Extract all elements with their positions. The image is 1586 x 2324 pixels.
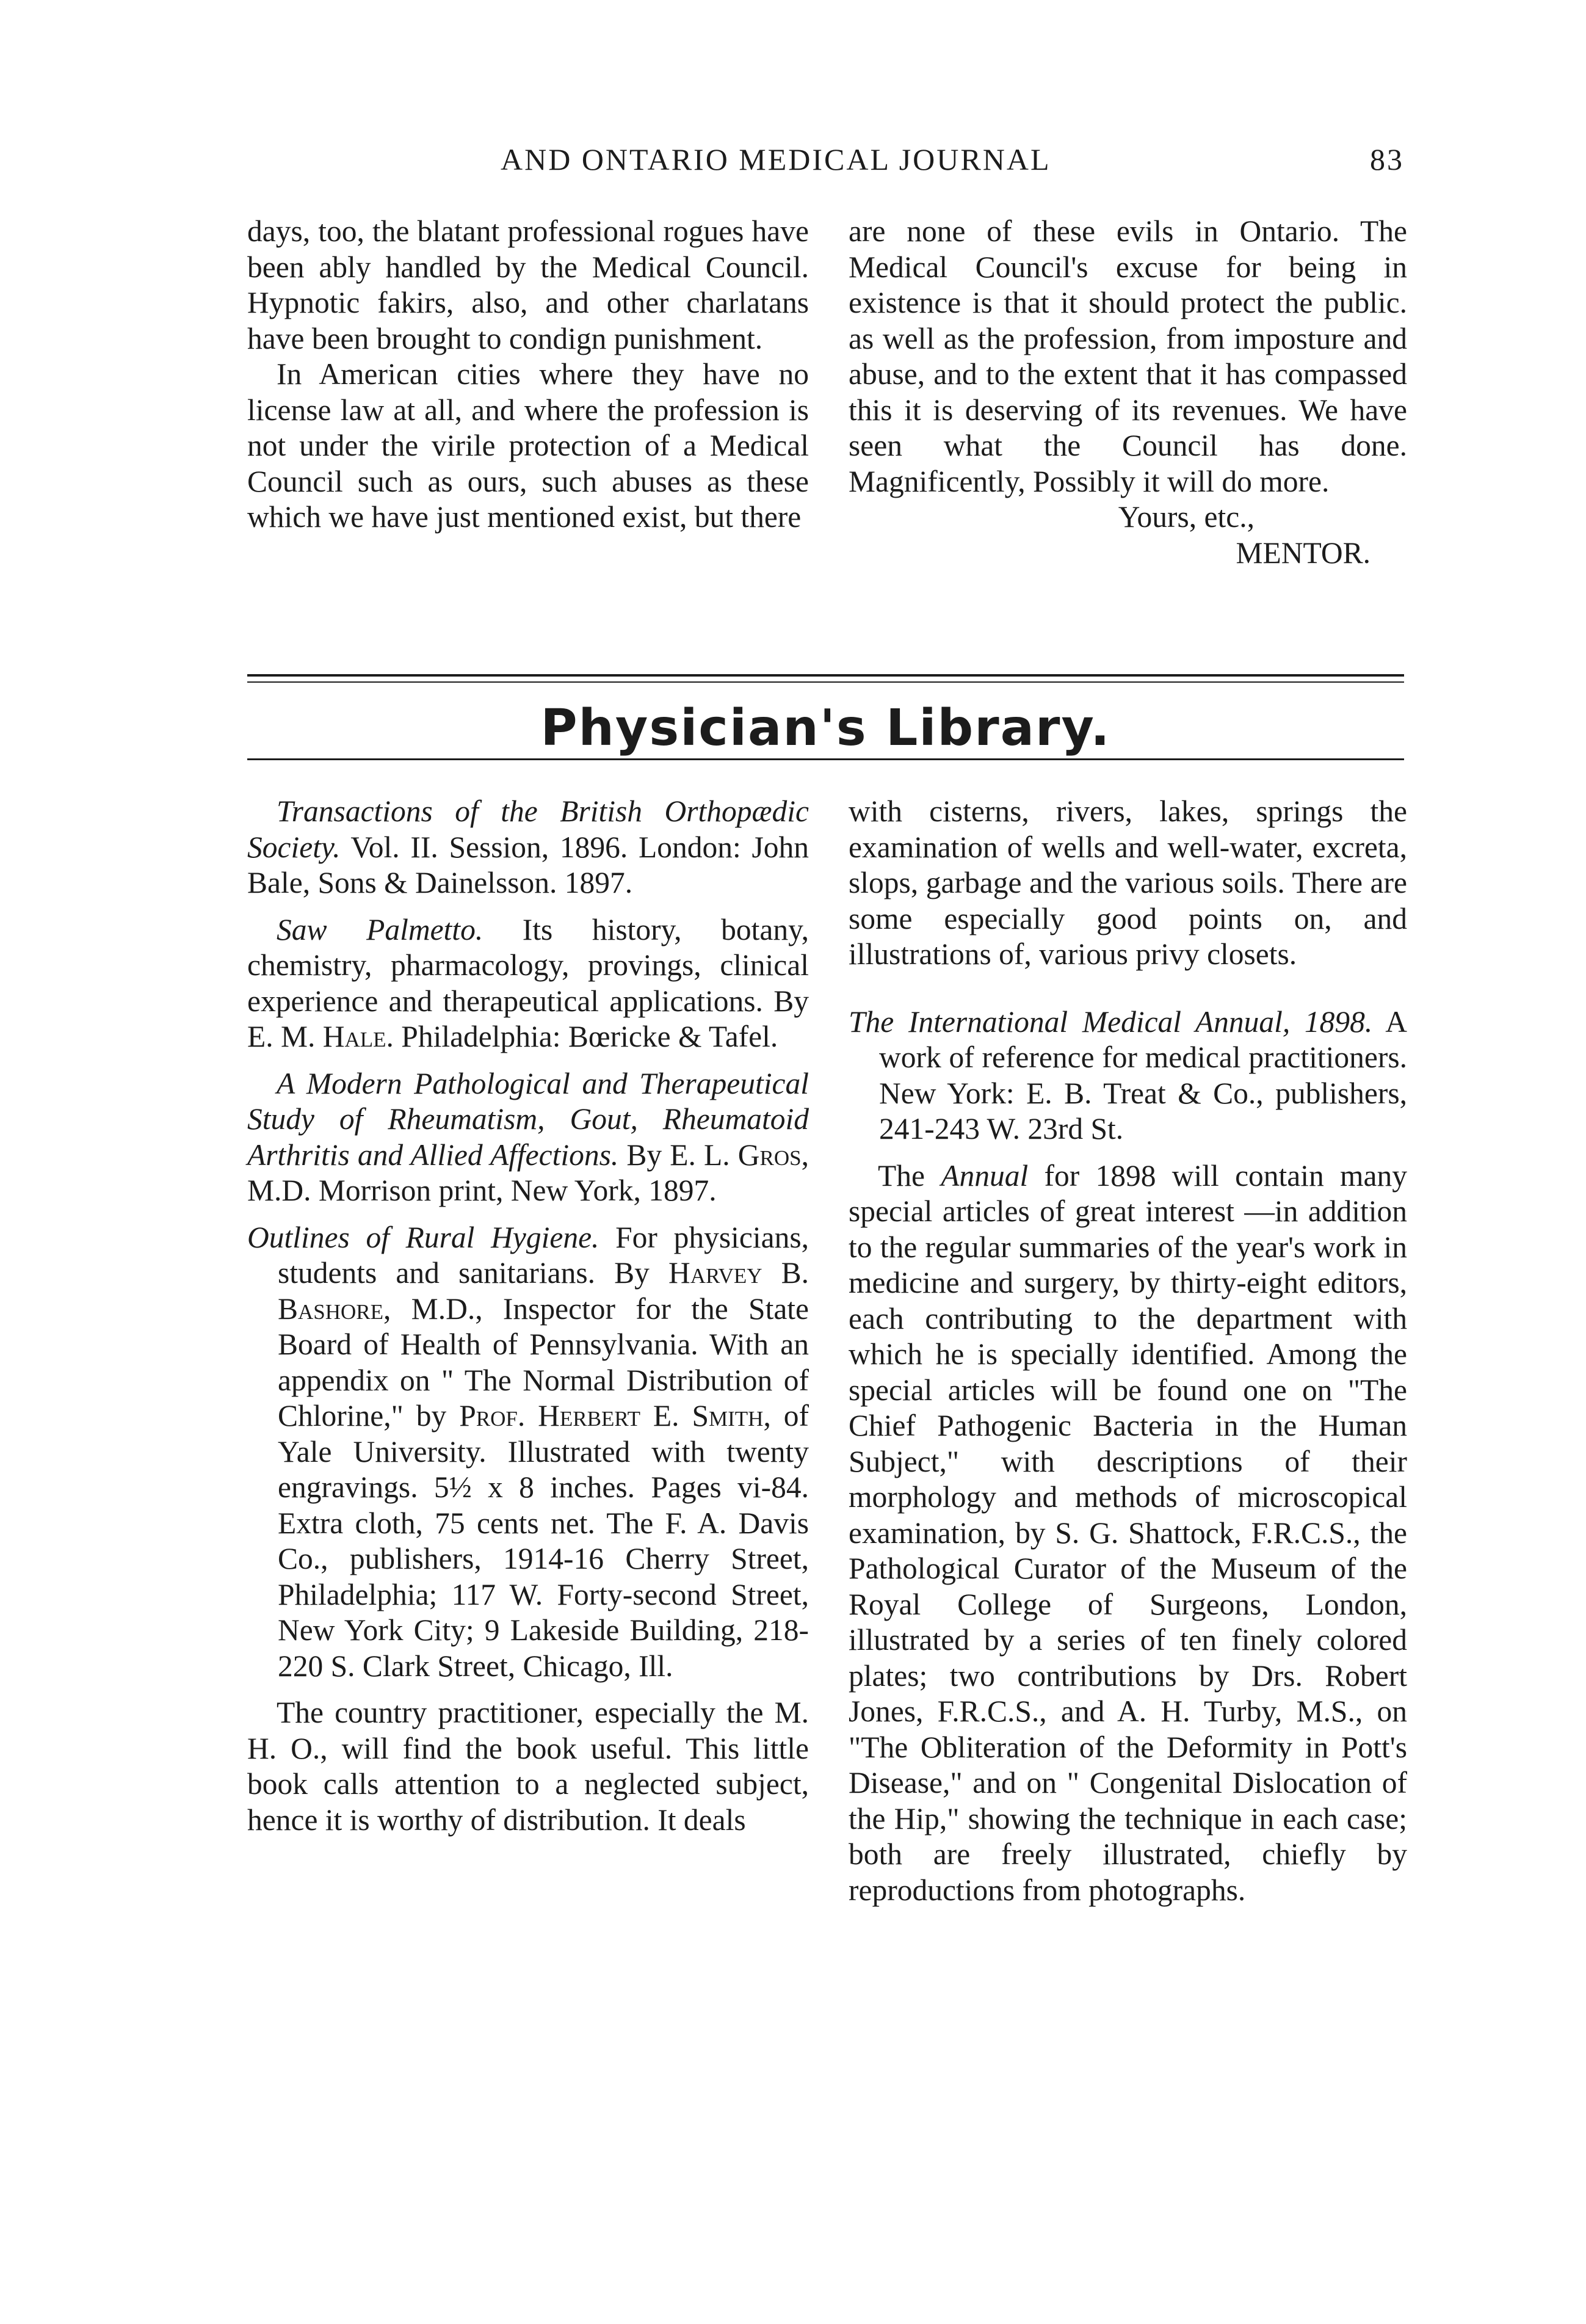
book-title: Annual	[941, 1158, 1029, 1193]
paragraph: days, too, the blatant professional rogues have been ably handled by the Medical Council. Hypnotic fakirs, also, and other charlatans have been brought to condign punishment.	[247, 214, 809, 355]
section-title: Physician's Library.	[540, 699, 1111, 757]
library-left-column	[247, 794, 809, 1838]
book-title: Outlines of Rural Hygiene.	[247, 1220, 599, 1254]
review-entry: Saw Palmetto. Its history, botany, chemistry, pharmacology, provings, clinical experience and therapeutical applications. By E. M. Hale. Philadelphia: Bœricke & Tafel.	[247, 912, 809, 1053]
book-author: Prof. Herbert E. Smith,	[459, 1399, 771, 1433]
paragraph: are none of these evils in Ontario. The Medical Council's excuse for being in existence is that it should protect the public. as well as the profession, from imposture and abuse, and to the extent that it has compassed this it is deserving of its revenues. We have seen what the Council has done. Magnificently, Possibly it will do more.	[849, 214, 1407, 498]
book-title: A Modern Pathological and Therapeutical Study of Rheumatism, Gout, Rheumatoid Arthritis and Allied Affections.	[247, 1066, 809, 1172]
page-number: 83	[1370, 142, 1404, 176]
book-title: Transactions of the British Orthopædic Society.	[247, 794, 809, 864]
top-right-column	[849, 214, 1407, 571]
section-underline	[247, 758, 1404, 760]
paragraph: In American cities where they have no license law at all, and where the profession is not under the virile protection of a Medical Council such as ours, such abuses as these which we have just mentioned exist, but there	[247, 357, 809, 534]
paragraph: The Annual for 1898 will contain many special articles of great interest —in addition to the regular summaries of the year's work in medicine and surgery, by thirty-eight editors, each contributing to the department with which he is specially identified. Among the special articles will be found one on "The Chief Pathogenic Bacteria in the Human Subject," with descriptions of their morphology and methods of microscopical examination, by S. G. Shattock, F.R.C.S., the Pathological Curator of the Museum of the Royal College of Surgeons, London, illustrated by a series of ten finely colored plates; two contributions by Drs. Robert Jones, F.R.C.S., and A. H. Turby, M.S., on "The Obliteration of the Deformity in Pott's Disease," and on " Congenital Dislocation of the Hip," showing the technique in each case; both are freely illustrated, chiefly by reproductions from photographs.	[849, 1158, 1408, 1907]
running-head	[244, 142, 1404, 177]
review-entry: A Modern Pathological and Therapeutical Study of Rheumatism, Gout, Rheumatoid Arthritis and Allied Affections. By E. L. Gros, M.D. Morrison print, New York, 1897.	[247, 1066, 809, 1207]
double-rule-bottom	[247, 681, 1404, 683]
letter-closing: Yours, etc.,	[1118, 500, 1255, 534]
review-entry: Outlines of Rural Hygiene. For physicians, students and sanitarians. By Harvey B. Bashore, M.D., Inspector for the State Board of Health of Pennsylvania. With an appendix on " The Normal Distribution of Chlorine," by Prof. Herbert E. Smith, of Yale University. Illustrated with twenty engravings. 5½ x 8 inches. Pages vi-84. Extra cloth, 75 cents net. The F. A. Davis Co., publishers, 1914-16 Cherry Street, Philadelphia; 117 W. Forty-second Street, New York City; 9 Lakeside Building, 218-220 S. Clark Street, Chicago, Ill.	[247, 1220, 809, 1683]
running-title: AND ONTARIO MEDICAL JOURNAL	[501, 142, 1051, 176]
library-right-column	[849, 794, 1407, 1908]
letter-signature: MENTOR.	[1236, 536, 1371, 570]
double-rule-top	[247, 674, 1404, 677]
book-author: E. M. Hale.	[247, 1020, 394, 1053]
paragraph: The country practitioner, especially the M. H. O., will find the book useful. This little book calls attention to a neglected subject, hence it is worthy of distribution. It deals	[247, 1696, 809, 1837]
book-author: Harvey B. Bashore, M.D.,	[278, 1256, 809, 1326]
book-title: Saw Palmetto.	[277, 912, 483, 946]
book-title: The International Medical Annual, 1898.	[849, 1004, 1373, 1039]
review-entry: The International Medical Annual, 1898. A work of reference for medical practitioners. New York: E. B. Treat & Co., publishers, 241-243 W. 23rd St.	[849, 1004, 1407, 1146]
paragraph: with cisterns, rivers, lakes, springs the examination of wells and well-water, excreta, slops, garbage and the various soils. There are some especially good points on, and illustrations of, various privy closets.	[849, 794, 1407, 971]
book-author: E. L. Gros, M.D.	[247, 1138, 809, 1207]
top-left-column	[247, 214, 809, 536]
review-entry: Transactions of the British Orthopædic Society. Vol. II. Session, 1896. London: John Bale, Sons & Dainelsson. 1897.	[247, 794, 809, 899]
